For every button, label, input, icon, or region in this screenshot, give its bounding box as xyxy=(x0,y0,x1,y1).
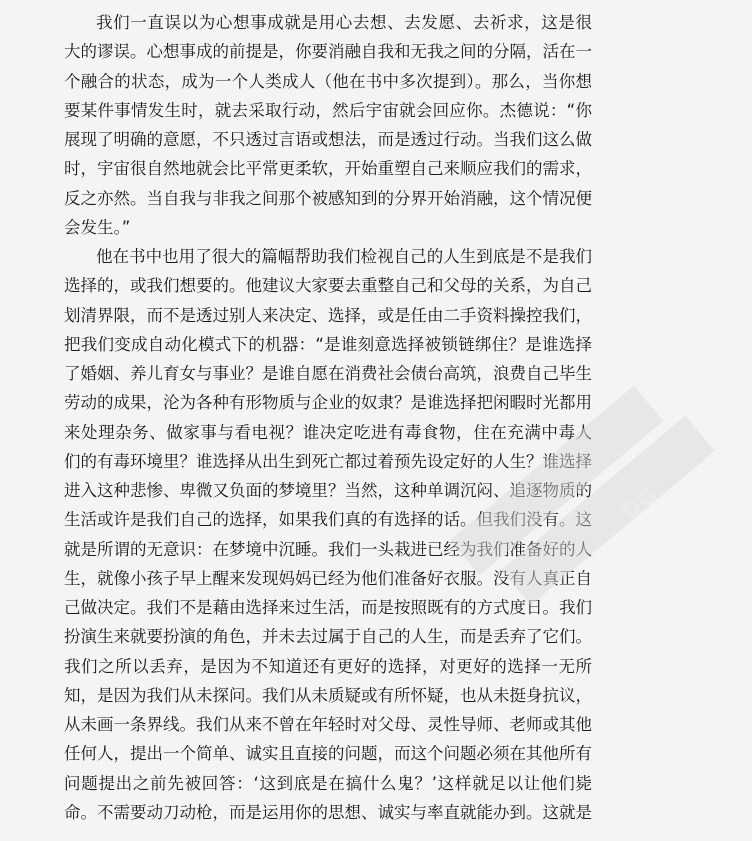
text-line: 反之亦然。当自我与非我之间那个被感知到的分界开始消融，这个情况便 xyxy=(64,188,592,208)
text-line: 们的有毒环境里？谁选择从出生到死亡都过着预先设定好的人生？谁选择 xyxy=(64,451,592,471)
text-line: 时，宇宙很自然地就会比平常更柔软，开始重塑自己来顺应我们的需求， xyxy=(64,159,592,179)
text-line: 来处理杂务、做家事与看电视？谁决定吃进有毒食物，住在充满中毒人 xyxy=(64,422,592,442)
text-line: 己做决定。我们不是藉由选择来过生活，而是按照既有的方式度日。我们 xyxy=(64,598,592,617)
text-line: 划清界限，而不是透过别人来决定、选择，或是任由二手资料操控我们， xyxy=(64,305,592,325)
watermark-text: DG xyxy=(617,481,664,526)
text-line: 了婚姻、养儿育女与事业？是谁自愿在消费社会债台高筑，浪费自己毕生 xyxy=(64,364,592,383)
text-line: 就是所谓的无意识：在梦境中沉睡。我们一头栽进已经为我们准备好的人 xyxy=(64,539,592,559)
text-line: 把我们变成自动化模式下的机器：“是谁刻意选择被锁链绑住？是谁选择 xyxy=(64,334,592,354)
text-line: 问题提出之前先被回答：‘这到底是在搞什么鬼？’这样就足以让他们毙 xyxy=(64,773,592,793)
text-line: 从未画一条界线。我们从来不曾在年轻时对父母、灵性导师、老师或其他 xyxy=(64,715,592,734)
text-line: 个融合的状态，成为一个人类成人（他在书中多次提到）。那么，当你想 xyxy=(64,71,592,91)
text-line: 劳动的成果，沦为各种有形物质与企业的奴隶？是谁选择把闲暇时光都用 xyxy=(64,393,592,413)
text-line: 我们之所以丢弃，是因为不知道还有更好的选择，对更好的选择一无所 xyxy=(64,656,592,676)
text-line: 他在书中也用了很大的篇幅帮助我们检视自己的人生到底是不是我们 xyxy=(96,247,592,266)
text-line: 要某件事情发生时，就去采取行动，然后宇宙就会回应你。杰德说：“你 xyxy=(64,100,592,120)
text-line: 展现了明确的意愿，不只透过言语或想法，而是透过行动。当我们这么做 xyxy=(64,130,592,149)
text-line: 我们一直误以为心想事成就是用心去想、去发愿、去祈求，这是很 xyxy=(96,13,592,32)
text-line: 扮演生来就要扮演的角色，并未去过属于自己的人生，而是丢弃了它们。 xyxy=(64,627,592,647)
text-line: 进入这种悲惨、卑微又负面的梦境里？当然，这种单调沉闷、追逐物质的 xyxy=(64,481,592,500)
text-line: 知，是因为我们从未探问。我们从未质疑或有所怀疑，也从未挺身抗议， xyxy=(64,685,592,705)
text-line: 命。不需要动刀动枪，而是运用你的思想、诚实与率直就能办到。这就是 xyxy=(64,802,592,822)
text-line: 生活或许是我们自己的选择，如果我们真的有选择的话。但我们没有。这 xyxy=(64,510,592,530)
text-line: 选择的，或我们想要的。他建议大家要去重整自己和父母的关系，为自己 xyxy=(64,276,592,296)
text-line: 任何人，提出一个简单、诚实且直接的问题，而这个问题必须在其他所有 xyxy=(64,744,592,764)
text-line: 会发生。” xyxy=(64,217,131,237)
text-line: 大的谬误。心想事成的前提是，你要消融自我和无我之间的分隔，活在一 xyxy=(64,42,592,62)
text-line: 生，就像小孩子早上醒来发现妈妈已经为他们准备好衣服。没有人真正自 xyxy=(64,568,592,588)
